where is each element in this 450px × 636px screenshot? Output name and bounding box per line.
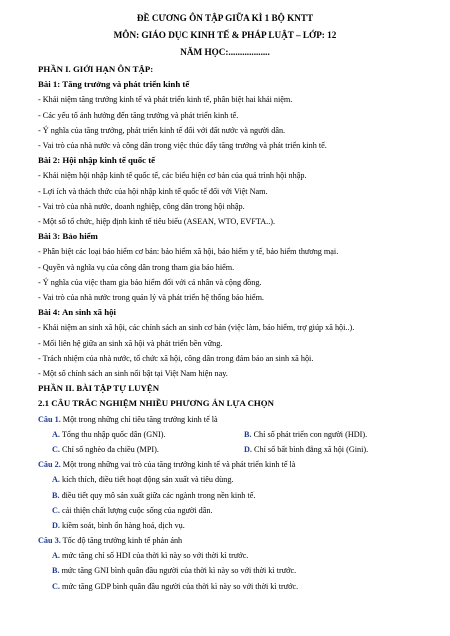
lesson4-title: Bài 4: An sinh xã hội xyxy=(38,307,116,318)
lesson3-item: - Quyền và nghĩa vụ của công dân trong tham gia bảo hiểm. xyxy=(38,262,235,272)
question-2 xyxy=(38,459,295,470)
question-1-text: Một trong những chỉ tiêu tăng trưởng kinh tế là xyxy=(62,414,218,424)
document-subject: MÔN: GIÁO DỤC KINH TẾ & PHÁP LUẬT – LỚP: 12 xyxy=(113,30,337,40)
question-2-option-b: B. điều tiết quy mô sản xuất giữa các ngành trong nền kinh tế. xyxy=(52,490,256,500)
question-2-label: Câu 2. xyxy=(38,460,61,470)
question-1-option-b: B. Chỉ số phát triển con người (HDI). xyxy=(244,429,368,439)
question-1-option-d: D. Chỉ số bất bình đẳng xã hội (Gini). xyxy=(244,445,369,454)
question-1-option-a: A. Tổng thu nhập quốc dân (GNI). xyxy=(52,429,166,439)
question-3-option-b: B. mức tăng GNI bình quân đầu người của thời kì này so với thời kì trước. xyxy=(52,565,297,575)
question-2-option-a: A. kích thích, điều tiết hoạt động sản xuất và tiêu dùng. xyxy=(52,475,234,485)
question-2-option-c: C. cải thiện chất lượng cuộc sống của người dân. xyxy=(52,505,213,515)
lesson3-title: Bài 3: Bảo hiểm xyxy=(38,231,98,242)
question-2-option-d: D. kiềm soát, bình ổn hàng hoá, dịch vụ. xyxy=(52,521,185,530)
question-1-option-c: C. Chỉ số nghèo đa chiều (MPI). xyxy=(52,445,159,454)
part2-heading: PHẦN II. BÀI TẬP TỰ LUYỆN xyxy=(38,383,160,394)
lesson4-item: - Mối liên hệ giữa an sinh xã hội và phát triển bền vững. xyxy=(38,338,223,348)
question-3-text: Tốc độ tăng trưởng kinh tế phản ánh xyxy=(62,536,183,546)
question-3-option-c: C. mức tăng GDP bình quân đầu người của thời kì này so với thời kì trước. xyxy=(52,581,299,591)
lesson2-item: - Lợi ích và thách thức của hội nhập kinh tế quốc tế đối với Việt Nam. xyxy=(38,186,268,196)
lesson2-item: - Khái niệm hội nhập kinh tế quốc tế, các biểu hiện cơ bản của quá trình hội nhập. xyxy=(38,171,307,181)
question-2-text: Một trong những vai trò của tăng trưởng kinh tế và phát triển kinh tế là xyxy=(62,460,296,470)
question-3-option-a: A. mức tăng chỉ số HDI của thời kì này so với thời kì trước. xyxy=(52,551,249,561)
lesson1-title: Bài 1: Tăng trưởng và phát triển kinh tế xyxy=(38,79,190,90)
question-3-label: Câu 3. xyxy=(38,536,61,546)
lesson3-item: - Phân biệt các loại bảo hiểm cơ bản: bảo hiểm xã hội, bảo hiểm y tế, bảo hiểm thương mại. xyxy=(38,247,339,257)
lesson2-item: - Vai trò của nhà nước, doanh nghiệp, công dân trong hội nhập. xyxy=(38,201,245,211)
lesson3-item: - Vai trò của nhà nước trong quản lý và phát triển hệ thống bảo hiểm. xyxy=(38,293,264,302)
part2-subheading: 2.1 CÂU TRẮC NGHIỆM NHIỀU PHƯƠNG ÁN LỰA CHỌN xyxy=(38,398,274,409)
lesson2-item: - Một số tổ chức, hiệp định kinh tế tiêu biểu (ASEAN, WTO, EVFTA..). xyxy=(38,217,276,226)
lesson4-item: - Trách nhiệm của nhà nước, tổ chức xã hội, công dân trong đảm bảo an sinh xã hội. xyxy=(38,353,314,363)
part1-heading: PHẦN I. GIỚI HẠN ÔN TẬP: xyxy=(38,64,154,74)
lesson4-item: - Khái niệm an sinh xã hội, các chính sách an sinh cơ bản (việc làm, bảo hiểm, trợ giúp xã hội..). xyxy=(38,323,355,333)
document-school-year: NĂM HỌC:.................. xyxy=(180,47,270,57)
lesson1-item: - Các yếu tố ảnh hưởng đến tăng trưởng và phát triển kinh tế. xyxy=(38,110,239,120)
lesson1-item: - Khái niệm tăng trưởng kinh tế và phát triển kinh tế, phân biệt hai khái niệm. xyxy=(38,95,293,105)
lesson2-title: Bài 2: Hội nhập kinh tế quốc tế xyxy=(38,155,156,166)
question-1-label: Câu 1. xyxy=(38,414,61,424)
lesson1-item: - Ý nghĩa của tăng trưởng, phát triển kinh tế đối với đất nước và người dân. xyxy=(38,125,286,135)
document-title: ĐỀ CƯƠNG ÔN TẬP GIỮA KÌ 1 BỘ KNTT xyxy=(136,13,314,23)
lesson3-item: - Ý nghĩa của việc tham gia bảo hiểm đối với cá nhân và cộng đồng. xyxy=(38,277,262,287)
lesson1-item: - Vai trò của nhà nước và công dân trong việc thúc đẩy tăng trưởng và phát triển kinh tế. xyxy=(38,141,327,150)
question-1 xyxy=(38,414,218,425)
question-3 xyxy=(38,535,182,546)
lesson4-item: - Một số chính sách an sinh nổi bật tại Việt Nam hiện nay. xyxy=(38,369,228,378)
